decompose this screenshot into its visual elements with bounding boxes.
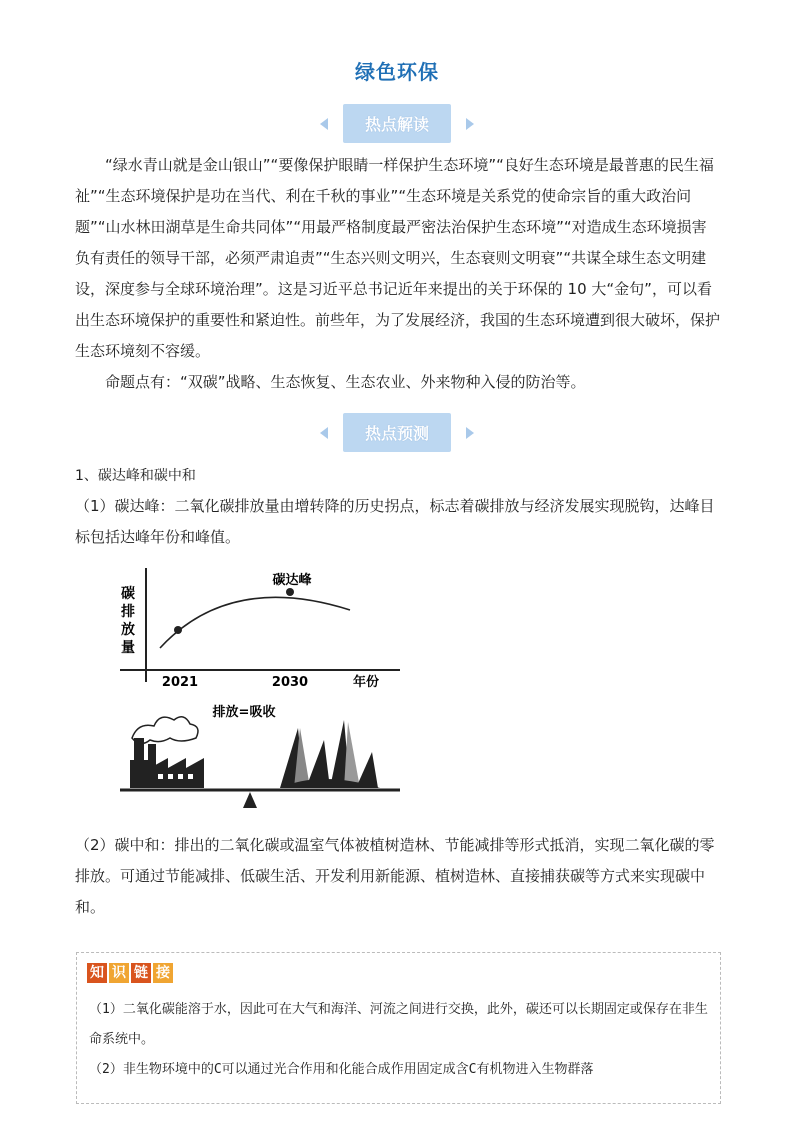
left-arrow-icon: [320, 427, 328, 439]
banner-label: 热点解读: [343, 104, 451, 143]
carbon-diagram: [110, 562, 410, 824]
knowledge-line: （2）非生物环境中的C可以通过光合作用和化能合成作用固定成含C有机物进入生物群落: [89, 1062, 594, 1077]
emission-curve: [160, 597, 350, 648]
tag-char: 识: [109, 963, 129, 983]
xtick-2021: 2021: [161, 675, 199, 690]
right-arrow-icon: [466, 118, 474, 130]
ylabel-char: 放: [121, 622, 135, 638]
banner-label: 热点预测: [343, 413, 451, 452]
xtick-2030: 2030: [271, 675, 309, 690]
factory-icon: [130, 717, 204, 788]
section-heading: 1、碳达峰和碳中和: [75, 468, 196, 484]
peak-label: 碳达峰: [272, 573, 312, 588]
balance-label: 排放=吸收: [212, 705, 276, 720]
interpretation-text: [75, 150, 720, 398]
carbon-figure: [110, 562, 410, 824]
point-2021: [174, 626, 182, 634]
tag-char: 知: [87, 963, 107, 983]
neutral-text: [75, 830, 720, 923]
tree-icon: [280, 720, 380, 788]
right-arrow-icon: [466, 427, 474, 439]
section-banner-interpretation: [0, 104, 794, 143]
ylabel-char: 碳: [121, 586, 135, 602]
xlabel: 年份: [352, 675, 380, 690]
tag-char: 接: [153, 963, 173, 983]
section-banner-prediction: [0, 413, 794, 452]
interpretation-points: 命题点有：“双碳”战略、生态恢复、生态农业、外来物种入侵的防治等。: [105, 373, 586, 391]
fulcrum-icon: [243, 792, 257, 808]
tag-char: 链: [131, 963, 151, 983]
ylabel-char: 排: [121, 604, 135, 620]
peak-text: [75, 491, 720, 553]
ylabel-char: 量: [121, 640, 135, 656]
peak-definition: （1）碳达峰：二氧化碳排放量由增转降的历史拐点，标志着碳排放与经济发展实现脱钩，达峰目标包括达峰年份和峰值。: [75, 497, 715, 546]
interpretation-paragraph: “绿水青山就是金山银山”“要像保护眼睛一样保护生态环境”“良好生态环境是最普惠的民生福祉”“生态环境保护是功在当代、利在千秋的事业”“生态环境是关系党的使命宗旨的重大政治问题”“山水林田湖草是生命共同体”“用最严格制度最严密法治保护生态环境”“对造成生态环境损害负有责任的领导干部，必须严肃追责”“生态兴则文明兴，生态衰则文明衰”“共谋全球生态文明建设，深度参与全球环境治理”。这是习近平总书记近年来提出的关于环保的 10 大“金句”，可以看出生态环境保护的重要性和紧迫性。前些年，为了发展经济，我国的生态环境遭到很大破坏，保护生态环境刻不容缓。: [75, 156, 721, 360]
neutral-definition: （2）碳中和：排出的二氧化碳或温室气体被植树造林、节能减排等形式抵消，实现二氧化碳的零排放。可通过节能减排、低碳生活、开发利用新能源、植树造林、直接捕获碳等方式来实现碳中和。: [75, 836, 715, 916]
knowledge-line: （1）二氧化碳能溶于水，因此可在大气和海洋、河流之间进行交换，此外，碳还可以长期固定或保存在非生命系统中。: [89, 1002, 708, 1047]
left-arrow-icon: [320, 118, 328, 130]
point-peak: [286, 588, 294, 596]
knowledge-text: [89, 995, 711, 1085]
knowledge-box: [76, 952, 721, 1104]
knowledge-tag: [87, 963, 173, 983]
page-title: 绿色环保: [355, 60, 439, 84]
